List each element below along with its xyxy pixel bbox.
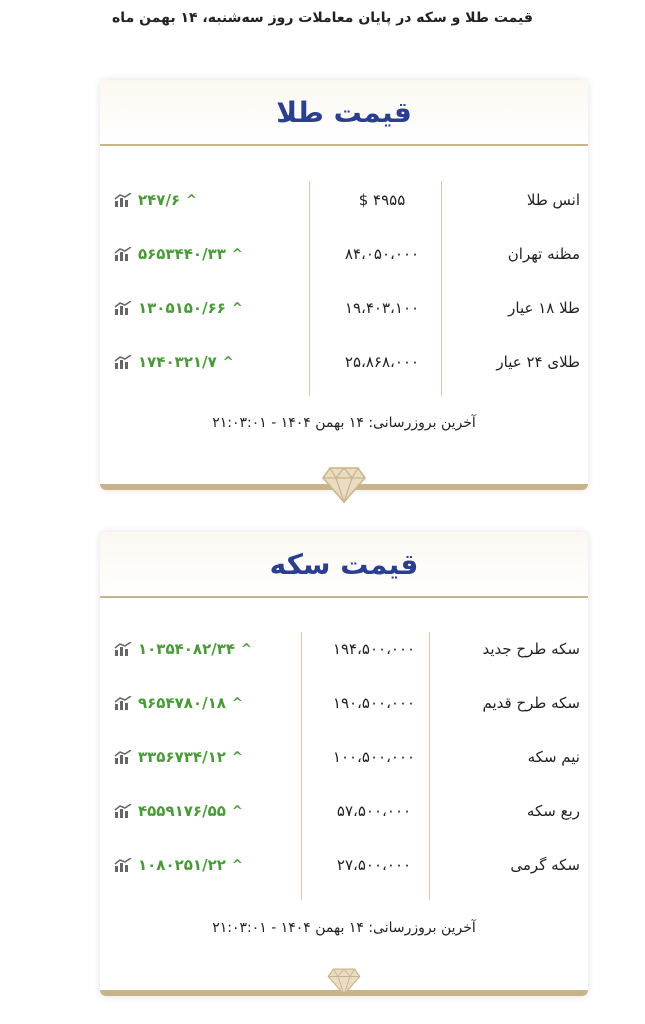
up-arrow-icon: ^ [231,803,243,819]
item-change [100,191,314,209]
item-price: ۵۷،۵۰۰،۰۰۰ [336,802,412,820]
last-updated: آخرین بروزرسانی: ۱۴ بهمن ۱۴۰۴ - ۲۱:۰۳:۰۱ [212,920,476,936]
table-row [100,730,588,784]
item-change [100,694,310,712]
bar-chart-icon[interactable] [114,355,132,369]
item-name: ربع سکه [526,802,580,820]
item-name: نیم سکه [527,748,580,766]
bar-chart-icon[interactable] [114,193,132,207]
bar-chart-icon[interactable] [114,247,132,261]
item-change [100,245,314,263]
gold-price-card [100,80,588,490]
coin-col-divider-1 [429,632,430,900]
coin-col-divider-2 [301,632,302,900]
up-arrow-icon: ^ [186,192,198,208]
up-arrow-icon: ^ [231,300,243,316]
change-value: ۵۶۵۳۴۴۰/۳۳ [138,245,226,263]
diamond-icon [322,464,366,504]
item-name: سکه طرح جدید [482,640,580,658]
up-arrow-icon: ^ [231,749,243,765]
change-value: ۹۶۵۴۷۸۰/۱۸ [138,694,226,712]
item-change [100,856,310,874]
item-change [100,640,310,658]
coin-price-card [100,532,588,996]
item-price: ۱۹۰،۵۰۰،۰۰۰ [332,694,416,712]
change-value: ۱۳۰۵۱۵۰/۶۶ [138,299,226,317]
item-price: ۱۹۴،۵۰۰،۰۰۰ [332,640,416,658]
item-change [100,353,314,371]
coin-card-header [100,532,588,598]
item-price: ۲۵،۸۶۸،۰۰۰ [344,353,420,371]
up-arrow-icon: ^ [231,246,243,262]
item-change [100,299,314,317]
coin-card-title: قیمت سکه [269,547,419,581]
table-row [100,784,588,838]
gold-card-title: قیمت طلا [276,95,412,129]
change-value: ۳۳۵۶۷۳۴/۱۲ [138,748,226,766]
item-name: طلای ۲۴ عیار [496,353,580,371]
gold-price-table [100,146,588,431]
up-arrow-icon: ^ [222,354,234,370]
table-row [100,622,588,676]
bar-chart-icon[interactable] [114,642,132,656]
item-change [100,802,310,820]
item-price: ۱۹،۴۰۳،۱۰۰ [344,299,420,317]
bar-chart-icon[interactable] [114,804,132,818]
gold-col-divider-1 [441,181,442,396]
up-arrow-icon: ^ [241,641,252,657]
item-name: انس طلا [526,191,580,209]
table-row [100,281,588,335]
item-name: سکه گرمی [510,856,580,874]
last-updated: آخرین بروزرسانی: ۱۴ بهمن ۱۴۰۴ - ۲۱:۰۳:۰۱ [212,415,476,431]
item-price: ۸۴،۰۵۰،۰۰۰ [344,245,420,263]
bar-chart-icon[interactable] [114,858,132,872]
item-change [100,748,310,766]
bar-chart-icon[interactable] [114,696,132,710]
change-value: ۱۰۸۰۲۵۱/۲۲ [138,856,226,874]
item-name: طلا ۱۸ عیار [508,299,580,317]
item-price: ۲۷،۵۰۰،۰۰۰ [336,856,412,874]
item-price: ۱۰۰،۵۰۰،۰۰۰ [332,748,416,766]
gold-card-header [100,80,588,146]
change-value: ۱۷۴۰۳۲۱/۷ [138,353,217,371]
change-value: ۱۰۳۵۴۰۸۲/۳۴ [138,640,236,658]
table-row [100,335,588,389]
item-name: سکه طرح قدیم [482,694,580,712]
table-row [100,227,588,281]
table-row [100,173,588,227]
diamond-icon [322,966,366,996]
item-price: $ ۴۹۵۵ [358,191,406,209]
item-name: مظنه تهران [507,245,580,263]
bar-chart-icon[interactable] [114,750,132,764]
page-headline: قیمت طلا و سکه در پایان معاملات روز سه‌شنبه، ۱۴ بهمن ماه [112,10,533,26]
change-value: ۲۴۷/۶ [138,191,181,209]
change-value: ۴۵۵۹۱۷۶/۵۵ [138,802,226,820]
table-row [100,676,588,730]
up-arrow-icon: ^ [231,857,243,873]
coin-price-table [100,598,588,936]
gold-col-divider-2 [309,181,310,396]
bar-chart-icon[interactable] [114,301,132,315]
table-row [100,838,588,892]
up-arrow-icon: ^ [231,695,243,711]
